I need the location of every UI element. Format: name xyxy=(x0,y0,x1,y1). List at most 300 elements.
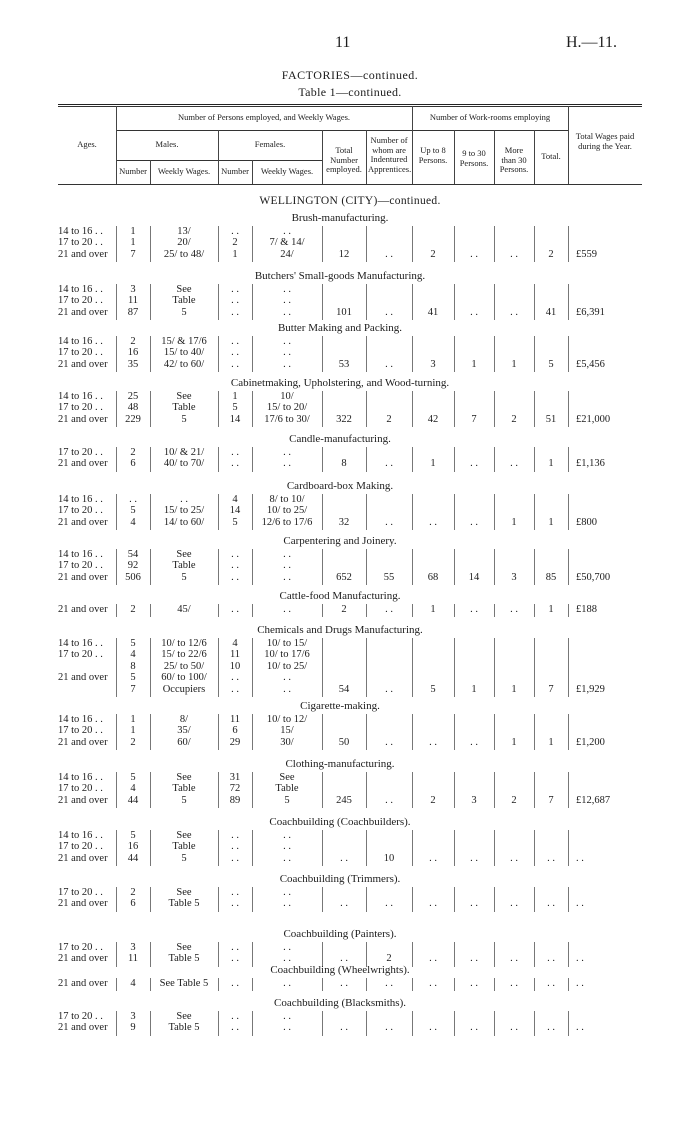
header-total: Total. xyxy=(541,151,561,161)
cell-mn: 2 xyxy=(130,447,136,458)
cell-fw: . . xyxy=(283,604,291,615)
cell-mw: Table xyxy=(172,841,196,853)
cell-u8: 2 xyxy=(430,248,436,260)
cell-age: 21 and over xyxy=(58,571,108,583)
cell-age: 14 to 16 . . xyxy=(58,336,103,347)
cell-m30: . . xyxy=(510,458,518,470)
cell-fn: . . xyxy=(231,549,239,560)
cell-age: 17 to 20 . . xyxy=(58,237,103,249)
cell-fn: 11 xyxy=(229,649,241,661)
cell-mn: 16 xyxy=(127,841,139,853)
cell-age: 14 to 16 . . xyxy=(58,226,103,237)
cell-m30: 1 xyxy=(511,683,517,695)
section-title: Coachbuilding (Coachbuilders). xyxy=(269,816,411,828)
cell-mw: Table xyxy=(172,295,196,307)
cell-age: 21 and over xyxy=(58,458,108,470)
cell-ind: . . xyxy=(385,306,393,318)
section-title: Chemicals and Drugs Manufacturing. xyxy=(257,624,423,636)
cell-fn: 2 xyxy=(232,237,238,249)
table-row xyxy=(0,347,700,359)
cell-fn: 4 xyxy=(232,494,238,505)
cell-u8: . . xyxy=(429,898,437,910)
cell-mn: 35 xyxy=(127,358,139,370)
cell-fw: 15/ xyxy=(280,725,294,737)
cell-fw: 10/ xyxy=(280,391,294,402)
cell-mw: See xyxy=(176,887,192,898)
section-title: Butchers' Small-goods Manufacturing. xyxy=(254,270,426,282)
cell-mw: Table xyxy=(172,402,196,414)
cell-wtot: 5 xyxy=(548,358,554,370)
cell-tot: . . xyxy=(340,898,348,910)
cell-u8: 68 xyxy=(427,571,439,583)
cell-mn: 4 xyxy=(130,783,136,795)
section-title: Coachbuilding (Blacksmiths). xyxy=(274,997,406,1009)
cell-u8: . . xyxy=(429,736,437,748)
cell-wtot: . . xyxy=(547,978,555,989)
cell-mn: 54 xyxy=(127,549,139,560)
cell-age: 17 to 20 . . xyxy=(58,725,103,737)
cell-m30: 2 xyxy=(511,413,517,425)
cell-mn: 2 xyxy=(130,887,136,898)
header-total-employed: Total Number employed. xyxy=(326,145,362,174)
table-row xyxy=(0,772,700,784)
cell-fw: . . xyxy=(283,226,291,237)
cell-fw: See xyxy=(279,772,295,783)
cell-fw: 10/ to 25/ xyxy=(266,505,308,517)
cell-mn: 92 xyxy=(127,560,139,572)
cell-mw: Table 5 xyxy=(168,1022,200,1034)
cell-mn: 506 xyxy=(125,571,141,583)
cell-m30: 2 xyxy=(511,794,517,806)
industry-section xyxy=(0,964,700,989)
cell-tot: 322 xyxy=(336,413,352,425)
cell-mw: Table 5 xyxy=(168,898,200,910)
cell-wage: £800 xyxy=(576,516,597,528)
cell-u8: . . xyxy=(429,516,437,528)
cell-tot: . . xyxy=(340,1022,348,1034)
cell-u930: . . xyxy=(470,1022,478,1034)
cell-wtot: 1 xyxy=(548,604,554,615)
cell-tot: 53 xyxy=(338,358,350,370)
cell-age: 17 to 20 . . xyxy=(58,783,103,795)
cell-u8: 2 xyxy=(430,794,436,806)
industry-section xyxy=(0,700,700,748)
cell-u930: . . xyxy=(470,458,478,470)
cell-mw: 5 xyxy=(181,571,187,583)
cell-ind: . . xyxy=(385,458,393,470)
header-males-number: Number xyxy=(119,166,147,176)
cell-mn: 2 xyxy=(130,736,136,748)
cell-mw: Table xyxy=(172,783,196,795)
cell-mn: 5 xyxy=(130,638,136,649)
cell-mn: 5 xyxy=(130,505,136,517)
table-row xyxy=(0,336,700,348)
cell-m30: 1 xyxy=(511,358,517,370)
cell-mn: 9 xyxy=(130,1022,136,1034)
cell-u930: . . xyxy=(470,306,478,318)
table-row xyxy=(0,853,700,865)
cell-mn: 5 xyxy=(130,672,136,684)
cell-tot: 245 xyxy=(336,794,352,806)
cell-ind: . . xyxy=(385,794,393,806)
cell-wage: £559 xyxy=(576,248,597,260)
cell-age: 21 and over xyxy=(58,604,108,615)
cell-tot: 101 xyxy=(336,306,352,318)
cell-mw: 35/ xyxy=(177,725,191,737)
cell-mw: 10/ to 12/6 xyxy=(161,638,207,649)
cell-fw: . . xyxy=(283,830,291,841)
cell-u930: . . xyxy=(470,978,478,989)
cell-fw: 8/ to 10/ xyxy=(269,494,305,505)
cell-m30: . . xyxy=(510,852,518,864)
table-row xyxy=(0,284,700,296)
cell-fw: 10/ to 25/ xyxy=(266,660,308,672)
cell-fn: . . xyxy=(231,358,239,370)
cell-age: 21 and over xyxy=(58,1022,108,1034)
cell-mn: 1 xyxy=(130,237,136,249)
table-row xyxy=(0,307,700,319)
header-females-wages: Weekly Wages. xyxy=(260,166,314,176)
cell-mn: 2 xyxy=(130,604,136,615)
table-subtitle: Table 1—continued. xyxy=(298,85,402,99)
cell-mn: 11 xyxy=(127,295,139,307)
cell-mw: Occupiers xyxy=(162,683,206,695)
cell-mn: 6 xyxy=(130,458,136,470)
cell-age: 21 and over xyxy=(58,898,108,910)
cell-age: 14 to 16 . . xyxy=(58,391,103,402)
cell-tot: . . xyxy=(340,852,348,864)
industry-section xyxy=(0,758,700,806)
cell-tot: 652 xyxy=(336,571,352,583)
industry-section xyxy=(0,322,700,370)
table-row xyxy=(0,672,700,684)
section-title: Candle-manufacturing. xyxy=(289,433,391,445)
cell-age: 21 and over xyxy=(58,953,108,965)
cell-fn: 5 xyxy=(232,402,238,414)
cell-fn: 31 xyxy=(229,772,241,783)
industry-section xyxy=(0,377,700,425)
cell-wage: £12,687 xyxy=(576,794,611,806)
table-title: FACTORIES—continued. xyxy=(281,68,419,82)
cell-u8: . . xyxy=(429,978,437,989)
cell-fn: 4 xyxy=(232,638,238,649)
cell-mn: 3 xyxy=(130,284,136,295)
cell-mw: 5 xyxy=(181,852,187,864)
cell-m30: . . xyxy=(510,248,518,260)
cell-fw: . . xyxy=(283,953,291,965)
cell-mn: 8 xyxy=(130,660,136,672)
cell-fw: 15/ to 20/ xyxy=(266,402,308,414)
table-row xyxy=(0,295,700,307)
cell-mw: 25/ to 50/ xyxy=(163,660,205,672)
cell-age: 21 and over xyxy=(58,413,108,425)
cell-wtot: 1 xyxy=(548,458,554,470)
cell-age: 21 and over xyxy=(58,794,108,806)
table-row xyxy=(0,447,700,459)
cell-fn: . . xyxy=(231,1011,239,1022)
header-persons-group: Number of Persons employed, and Weekly Wages. xyxy=(177,112,351,122)
cell-fw: 24/ xyxy=(280,248,294,260)
cell-u930: 14 xyxy=(468,571,480,583)
cell-ind: . . xyxy=(385,978,393,989)
cell-mn: 5 xyxy=(130,772,136,783)
industry-section xyxy=(0,535,700,583)
cell-fw: . . xyxy=(283,295,291,307)
cell-m30: . . xyxy=(510,604,518,615)
table-row xyxy=(0,661,700,673)
cell-m30: . . xyxy=(510,1022,518,1034)
cell-fn: . . xyxy=(231,898,239,910)
cell-fw: . . xyxy=(283,347,291,359)
cell-u8: . . xyxy=(429,852,437,864)
cell-mn: 6 xyxy=(130,898,136,910)
cell-tot: 54 xyxy=(338,683,350,695)
cell-age: 21 and over xyxy=(58,248,108,260)
cell-fw: . . xyxy=(283,336,291,347)
cell-age: 17 to 20 . . xyxy=(58,841,103,853)
header-more-than-30: More than 30 Persons. xyxy=(499,145,529,174)
cell-fn: . . xyxy=(231,953,239,965)
table-row xyxy=(0,604,700,616)
cell-mn: 5 xyxy=(130,830,136,841)
cell-mw: See xyxy=(176,549,192,560)
industry-section xyxy=(0,590,700,615)
cell-age: 14 to 16 . . xyxy=(58,549,103,560)
cell-wtot: . . xyxy=(547,953,555,965)
cell-fn: . . xyxy=(231,284,239,295)
cell-fn: . . xyxy=(231,560,239,572)
cell-u930: . . xyxy=(470,898,478,910)
cell-fn: . . xyxy=(231,1022,239,1034)
cell-wtot: 85 xyxy=(545,571,557,583)
cell-u930: . . xyxy=(470,852,478,864)
cell-mw: 15/ & 17/6 xyxy=(161,336,207,347)
cell-ind: . . xyxy=(385,248,393,260)
cell-m30: 1 xyxy=(511,736,517,748)
cell-fw: . . xyxy=(283,447,291,458)
table-row xyxy=(0,237,700,249)
cell-mw: See Table 5 xyxy=(159,978,209,989)
industry-section xyxy=(0,212,700,260)
cell-fw: . . xyxy=(283,284,291,295)
cell-wtot: . . xyxy=(547,898,555,910)
table-row xyxy=(0,359,700,371)
cell-mw: 5 xyxy=(181,794,187,806)
cell-fn: . . xyxy=(231,672,239,684)
cell-mw: 8/ xyxy=(179,714,189,725)
cell-m30: . . xyxy=(510,306,518,318)
cell-age: 17 to 20 . . xyxy=(58,402,103,414)
cell-fw: . . xyxy=(283,852,291,864)
cell-fn: 6 xyxy=(232,725,238,737)
cell-fn: 14 xyxy=(229,505,241,517)
industry-section xyxy=(0,433,700,470)
cell-fn: . . xyxy=(231,942,239,953)
cell-ind: . . xyxy=(385,1022,393,1034)
cell-mw: 60/ xyxy=(177,736,191,748)
table-row xyxy=(0,737,700,749)
cell-wage: . . xyxy=(576,852,584,864)
table-row xyxy=(0,249,700,261)
header-up-to-8: Up to 8 Persons. xyxy=(418,145,448,165)
cell-mw: 5 xyxy=(181,306,187,318)
cell-fn: 1 xyxy=(232,248,238,260)
cell-mw: . . xyxy=(180,494,188,505)
cell-fw: . . xyxy=(283,978,291,989)
cell-age: 14 to 16 . . xyxy=(58,772,103,783)
section-title: Butter Making and Packing. xyxy=(277,322,403,334)
cell-wage: . . xyxy=(576,953,584,965)
cell-tot: 2 xyxy=(341,604,347,615)
cell-fn: . . xyxy=(231,978,239,989)
cell-mw: 25/ to 48/ xyxy=(163,248,205,260)
cell-wage: £1,200 xyxy=(576,736,605,748)
cell-u930: 1 xyxy=(471,358,477,370)
industry-section xyxy=(0,624,700,695)
cell-mw: 10/ & 21/ xyxy=(163,447,205,458)
cell-fw: . . xyxy=(283,549,291,560)
cell-age: 17 to 20 . . xyxy=(58,505,103,517)
cell-mw: Table 5 xyxy=(168,953,200,965)
table-row xyxy=(0,560,700,572)
table-row xyxy=(0,714,700,726)
industry-section xyxy=(0,270,700,318)
cell-wage: £5,456 xyxy=(576,358,605,370)
cell-age: 17 to 20 . . xyxy=(58,649,103,661)
cell-u8: 1 xyxy=(430,458,436,470)
cell-fw: 10/ to 17/6 xyxy=(264,649,310,661)
cell-ind: . . xyxy=(385,604,393,615)
cell-mw: 40/ to 70/ xyxy=(163,458,205,470)
section-title: Carpentering and Joinery. xyxy=(283,535,397,547)
cell-u8: . . xyxy=(429,953,437,965)
cell-mw: See xyxy=(176,942,192,953)
cell-mn: 48 xyxy=(127,402,139,414)
table-row xyxy=(0,402,700,414)
cell-tot: . . xyxy=(340,953,348,965)
cell-m30: . . xyxy=(510,953,518,965)
table-row xyxy=(0,1011,700,1023)
cell-m30: 1 xyxy=(511,516,517,528)
cell-mn: 7 xyxy=(130,683,136,695)
table-row xyxy=(0,898,700,910)
cell-fn: 11 xyxy=(229,714,241,725)
cell-mw: 45/ xyxy=(177,604,191,615)
cell-m30: . . xyxy=(510,898,518,910)
table-row xyxy=(0,830,700,842)
cell-ind: 2 xyxy=(386,413,392,425)
cell-wage: £1,929 xyxy=(576,683,605,695)
page-number: 11 xyxy=(335,34,351,51)
section-title: Brush-manufacturing. xyxy=(291,212,389,224)
cell-u930: . . xyxy=(470,516,478,528)
cell-fn: . . xyxy=(231,604,239,615)
cell-wtot: 1 xyxy=(548,516,554,528)
cell-fw: 17/6 to 30/ xyxy=(264,413,310,425)
cell-fn: . . xyxy=(231,226,239,237)
table-row xyxy=(0,414,700,426)
table-row xyxy=(0,458,700,470)
cell-age: 21 and over xyxy=(58,358,108,370)
cell-u930: . . xyxy=(470,736,478,748)
cell-mw: 13/ xyxy=(177,226,191,237)
cell-wage: £6,391 xyxy=(576,306,605,318)
header-workrooms-group: Number of Work-rooms employing xyxy=(429,112,551,122)
cell-fn: . . xyxy=(231,830,239,841)
cell-wage: £21,000 xyxy=(576,413,611,425)
cell-ind: . . xyxy=(385,898,393,910)
cell-mw: See xyxy=(176,772,192,783)
section-title: Coachbuilding (Wheelwrights). xyxy=(270,964,410,976)
cell-fn: . . xyxy=(231,295,239,307)
cell-u8: . . xyxy=(429,1022,437,1034)
header-indentured: Number of whom are Indentured Apprentices. xyxy=(368,135,412,174)
cell-wtot: . . xyxy=(547,1022,555,1034)
cell-wtot: 7 xyxy=(548,683,554,695)
cell-u930: . . xyxy=(470,604,478,615)
cell-mn: 1 xyxy=(130,725,136,737)
cell-u930: 1 xyxy=(471,683,477,695)
table-row xyxy=(0,517,700,529)
cell-mw: See xyxy=(176,830,192,841)
table-row xyxy=(0,1022,700,1034)
cell-mn: 7 xyxy=(130,248,136,260)
section-title: Clothing-manufacturing. xyxy=(285,758,395,770)
cell-fw: . . xyxy=(283,306,291,318)
city-heading: WELLINGTON (CITY)—continued. xyxy=(259,195,441,207)
cell-fw: 7/ & 14/ xyxy=(269,237,305,249)
cell-tot: 8 xyxy=(341,458,347,470)
cell-age: 21 and over xyxy=(58,516,108,528)
cell-mn: 4 xyxy=(130,978,136,989)
industry-section xyxy=(0,480,700,528)
cell-fw: . . xyxy=(283,458,291,470)
cell-tot: . . xyxy=(340,978,348,989)
cell-fw: Table xyxy=(275,783,299,795)
cell-tot: 12 xyxy=(338,248,350,260)
cell-fw: . . xyxy=(283,683,291,695)
cell-u930: 3 xyxy=(471,794,477,806)
cell-fn: 5 xyxy=(232,516,238,528)
section-title: Cardboard-box Making. xyxy=(286,480,394,492)
table-row xyxy=(0,887,700,899)
cell-mw: 20/ xyxy=(177,237,191,249)
table-row xyxy=(0,549,700,561)
cell-fn: . . xyxy=(231,306,239,318)
cell-age: 17 to 20 . . xyxy=(58,295,103,307)
industry-section xyxy=(0,997,700,1034)
cell-age: 14 to 16 . . xyxy=(58,638,103,649)
cell-ind: . . xyxy=(385,358,393,370)
table-row xyxy=(0,725,700,737)
cell-wage: £188 xyxy=(576,604,597,615)
table-row xyxy=(0,391,700,403)
cell-mn: . . xyxy=(129,494,137,505)
cell-fn: 10 xyxy=(229,660,241,672)
cell-u8: 1 xyxy=(430,604,436,615)
cell-u930: . . xyxy=(470,953,478,965)
cell-fn: 29 xyxy=(229,736,241,748)
cell-fw: . . xyxy=(283,672,291,684)
cell-age: 17 to 20 . . xyxy=(58,1011,103,1022)
cell-tot: 32 xyxy=(338,516,350,528)
cell-mn: 11 xyxy=(127,953,139,965)
cell-mn: 44 xyxy=(127,852,139,864)
cell-fn: . . xyxy=(231,571,239,583)
cell-mn: 1 xyxy=(130,226,136,237)
header-ages: Ages. xyxy=(77,139,97,149)
cell-mn: 3 xyxy=(130,1011,136,1022)
